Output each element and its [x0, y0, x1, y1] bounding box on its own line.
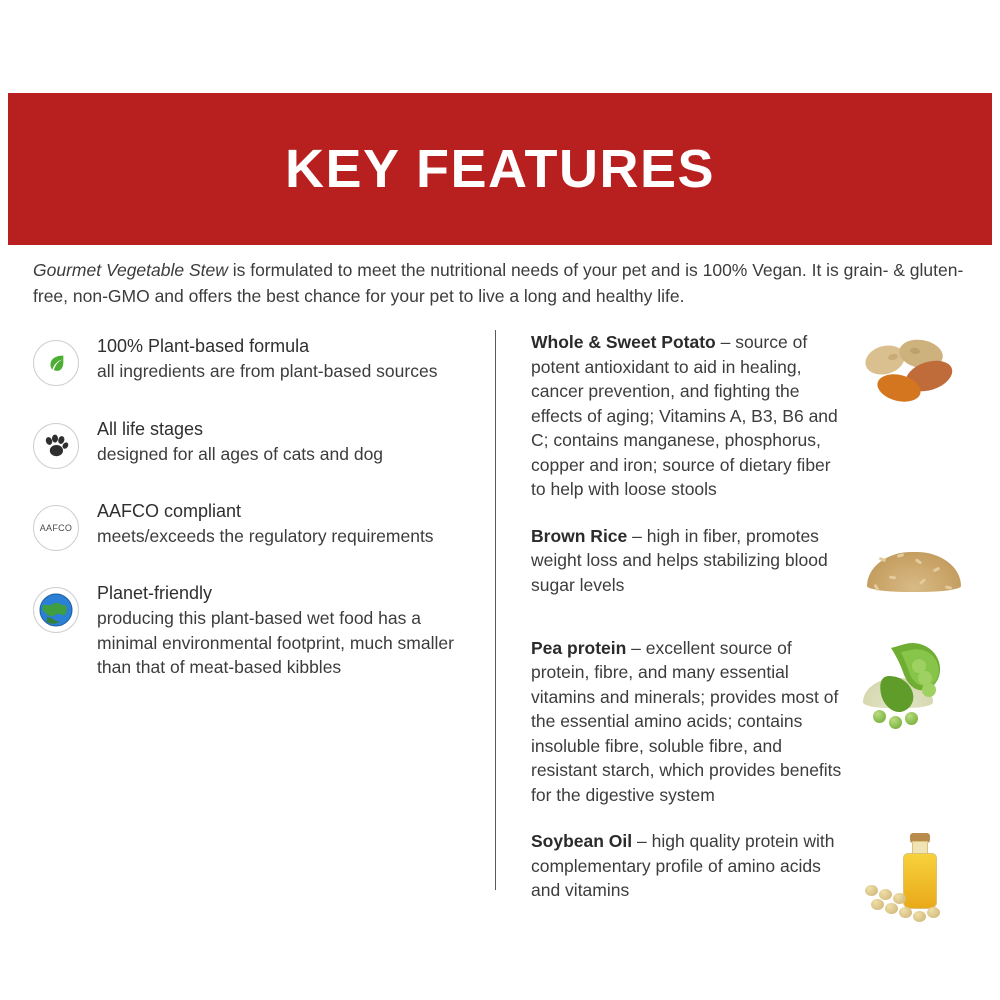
- paw-icon-svg: [43, 434, 69, 458]
- feature-title: Planet-friendly: [97, 583, 213, 603]
- feature-desc: all ingredients are from plant-based sources: [97, 361, 438, 382]
- ingredient-dash: –: [632, 831, 652, 851]
- pea: [905, 712, 918, 725]
- ingredient-brown-rice: [531, 524, 969, 614]
- ingredient-name: Whole & Sweet Potato: [531, 332, 716, 352]
- soybean: [927, 907, 940, 918]
- body-columns: [33, 330, 969, 900]
- ingredient-text: [531, 524, 859, 598]
- feature-title: 100% Plant-based formula: [97, 336, 310, 356]
- ingredient-desc: source of potent antioxidant to aid in healing, cancer prevention, and fighting the effects of aging; Vitamins A, B3, B6 and C; contains manganese, phosphorus, copper and iron; source of dietary fiber to help with loose stools: [531, 332, 838, 499]
- ingredient-pea-protein: [531, 636, 969, 808]
- feature-text: [97, 495, 434, 549]
- paw-icon: [33, 423, 79, 469]
- globe-icon-svg: [38, 592, 74, 628]
- soybean: [899, 907, 912, 918]
- ingredient-name: Soybean Oil: [531, 831, 633, 851]
- product-name: Gourmet Vegetable Stew: [33, 260, 228, 280]
- soybean: [913, 911, 926, 922]
- feature-plant-based: [33, 330, 483, 386]
- pea: [873, 710, 886, 723]
- feature-text: [97, 413, 383, 467]
- soybean-oil-photo: [859, 829, 969, 919]
- ingredient-text: [531, 636, 859, 808]
- key-features-banner: [8, 93, 992, 245]
- pea: [889, 716, 902, 729]
- ingredient-desc: high quality protein with complementary profile of amino acids and vitamins: [531, 831, 835, 900]
- soybean: [885, 903, 898, 914]
- ingredient-name: Brown Rice: [531, 525, 628, 546]
- feature-desc: designed for all ages of cats and dog: [97, 444, 384, 465]
- soybean: [871, 899, 884, 910]
- brown-rice-photo: [859, 524, 969, 614]
- feature-planet-friendly: [33, 577, 483, 680]
- potatoes-photo-svg: [859, 330, 969, 430]
- aafco-badge-label: AAFCO: [39, 523, 73, 533]
- page-title: KEY FEATURES: [284, 139, 716, 199]
- leaf-icon-svg: [45, 352, 67, 374]
- bottle-body: [903, 853, 937, 909]
- leaf-icon: [33, 340, 79, 386]
- feature-title: All life stages: [97, 419, 204, 439]
- ingredient-soybean-oil: [531, 829, 969, 919]
- feature-aafco-compliant: [33, 495, 483, 551]
- soybean: [893, 893, 906, 904]
- ingredient-whole-sweet-potato: [531, 330, 969, 502]
- globe-icon: [33, 587, 79, 633]
- intro-paragraph: [33, 258, 969, 310]
- ingredient-dash: –: [715, 332, 736, 352]
- ingredient-text: [531, 829, 859, 903]
- soybean: [865, 885, 878, 896]
- feature-desc: producing this plant-based wet food has a minimal environmental footprint, much smaller than that of meat-based kibbles: [97, 608, 454, 678]
- feature-text: [97, 330, 437, 384]
- feature-title: AAFCO compliant: [97, 501, 242, 521]
- potatoes-photo: [859, 330, 969, 420]
- ingredient-desc: excellent source of protein, fibre, and many essential vitamins and minerals; provides most of the essential amino acids; contains insoluble fibre, soluble fibre, and resistant starch, which provides benefits for the digestive system: [531, 637, 842, 805]
- intro-text: is formulated to meet the nutritional needs of your pet and is 100% Vegan. It is grain- & gluten-free, non-GMO and offers the best chance for your pet to live a long and healthy life.: [33, 260, 964, 306]
- feature-desc: meets/exceeds the regulatory requirements: [97, 526, 434, 547]
- ingredient-dash: –: [627, 525, 647, 546]
- rice-grain: [889, 575, 896, 579]
- aafco-icon: [33, 505, 79, 551]
- ingredient-name: Pea protein: [531, 637, 627, 658]
- pea-protein-photo: [859, 636, 969, 726]
- features-list: [33, 330, 495, 900]
- ingredient-dash: –: [626, 637, 646, 658]
- ingredient-desc: high in fiber, promotes weight loss and helps stabilizing blood sugar levels: [531, 525, 828, 595]
- ingredient-text: [531, 330, 859, 502]
- soybean: [879, 889, 892, 900]
- feature-text: [97, 577, 457, 680]
- feature-all-life-stages: [33, 413, 483, 469]
- ingredients-list: [496, 330, 969, 900]
